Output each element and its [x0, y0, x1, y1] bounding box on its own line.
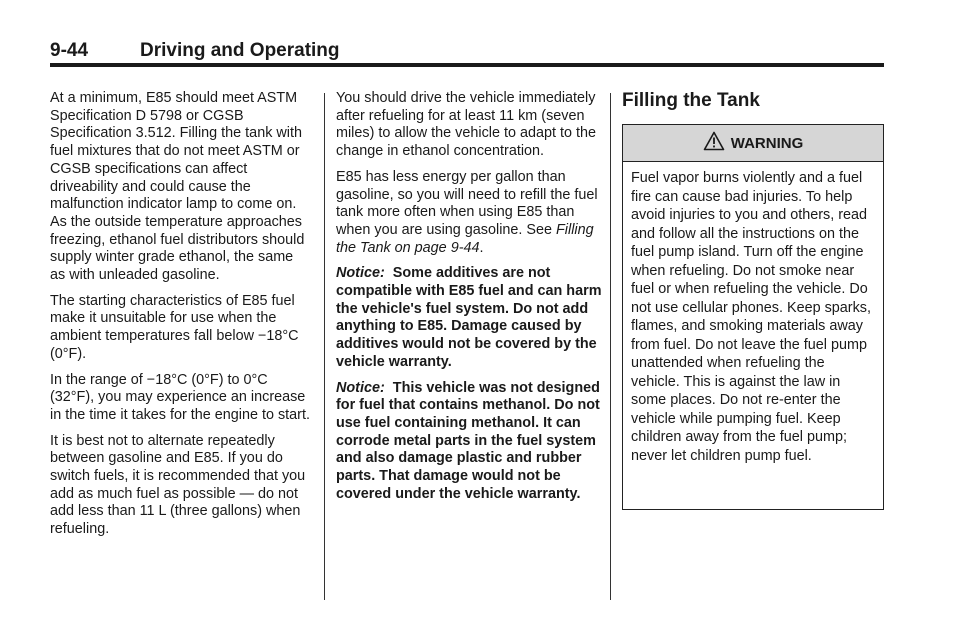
paragraph: You should drive the vehicle immediately after refueling for at least 11 km (seven miles) to allow the vehicle to adapt to the change in ethanol concentration. [336, 90, 596, 160]
column-divider [324, 93, 325, 600]
column-middle [336, 90, 602, 511]
paragraph: The starting characteristics of E85 fuel make it unsuitable for use when the ambient temperatures fall below −18°C (0°F). [50, 292, 299, 362]
paragraph: It is best not to alternate repeatedly between gasoline and E85. If you do switch fuels, it is recommended that you add as much fuel as possible — do not add less than 11 L (three gallons) when refueling. [50, 432, 306, 538]
column-divider [610, 93, 611, 600]
warning-text: Fuel vapor burns violently and a fuel fire can cause bad injuries. To help avoid injuries to you and others, read and follow all the instructions on the fuel pump island. Turn off the engine when refueling. Do not smoke near fuel or when refueling the vehicle. Do not use cellular phones. Keep sparks, flames, and smoking materials away from fuel. Do not leave the fuel pump unattended when refueling the vehicle. This is against the law in some places. Do not re-enter the vehicle while pumping fuel. Keep children away from the fuel pump; never let children pump fuel. [631, 170, 871, 464]
notice-label: Notice: [336, 265, 385, 282]
warning-triangle-icon [703, 131, 725, 155]
paragraph: At a minimum, E85 should meet ASTM Specification D 5798 or CGSB Specification 3.512. Filling the tank with fuel mixtures that do not meet ASTM or CGSB specifications can affect driveability and could cause the malfunction indicator lamp to come on. As the outside temperature approaches freezing, ethanol fuel distributors should supply winter grade ethanol, the same as with unleaded gasoline. [50, 90, 305, 284]
header-divider [50, 63, 884, 67]
notice-text: This vehicle was not designed for fuel that contains methanol. Do not use fuel containing methanol. It can corrode metal parts in the fuel system and also damage plastic and rubber parts. That damage would not be covered under the vehicle warranty. [336, 379, 600, 502]
warning-header [623, 125, 883, 162]
paragraph: In the range of −18°C (0°F) to 0°C (32°F), you may experience an increase in the time it takes for the engine to start. [50, 371, 310, 423]
paragraph-text: E85 has less energy per gallon than gasoline, so you will need to refill the fuel tank more often when using E85 than when you are using gasoline. See [336, 168, 598, 238]
warning-label: WARNING [730, 134, 804, 152]
notice-paragraph [336, 265, 602, 371]
page-header [50, 36, 884, 66]
column-right [622, 90, 884, 122]
subsection-title: Filling the Tank [622, 90, 760, 111]
column-left [50, 90, 312, 547]
page-number: 9-44 [50, 40, 89, 61]
paragraph-end: . [479, 239, 484, 256]
warning-box [622, 124, 884, 510]
notice-paragraph [336, 380, 602, 504]
cross-reference-link[interactable]: Filling the Tank on page 9-44 [336, 221, 594, 256]
paragraph [336, 169, 602, 258]
notice-text: Some additives are not compatible with E85 fuel and can harm the vehicle's fuel system. Do not add anything to E85. Damage caused by additives would not be covered by the vehicle warranty. [336, 265, 602, 370]
notice-label: Notice: [336, 379, 385, 396]
section-title: Driving and Operating [140, 40, 340, 61]
